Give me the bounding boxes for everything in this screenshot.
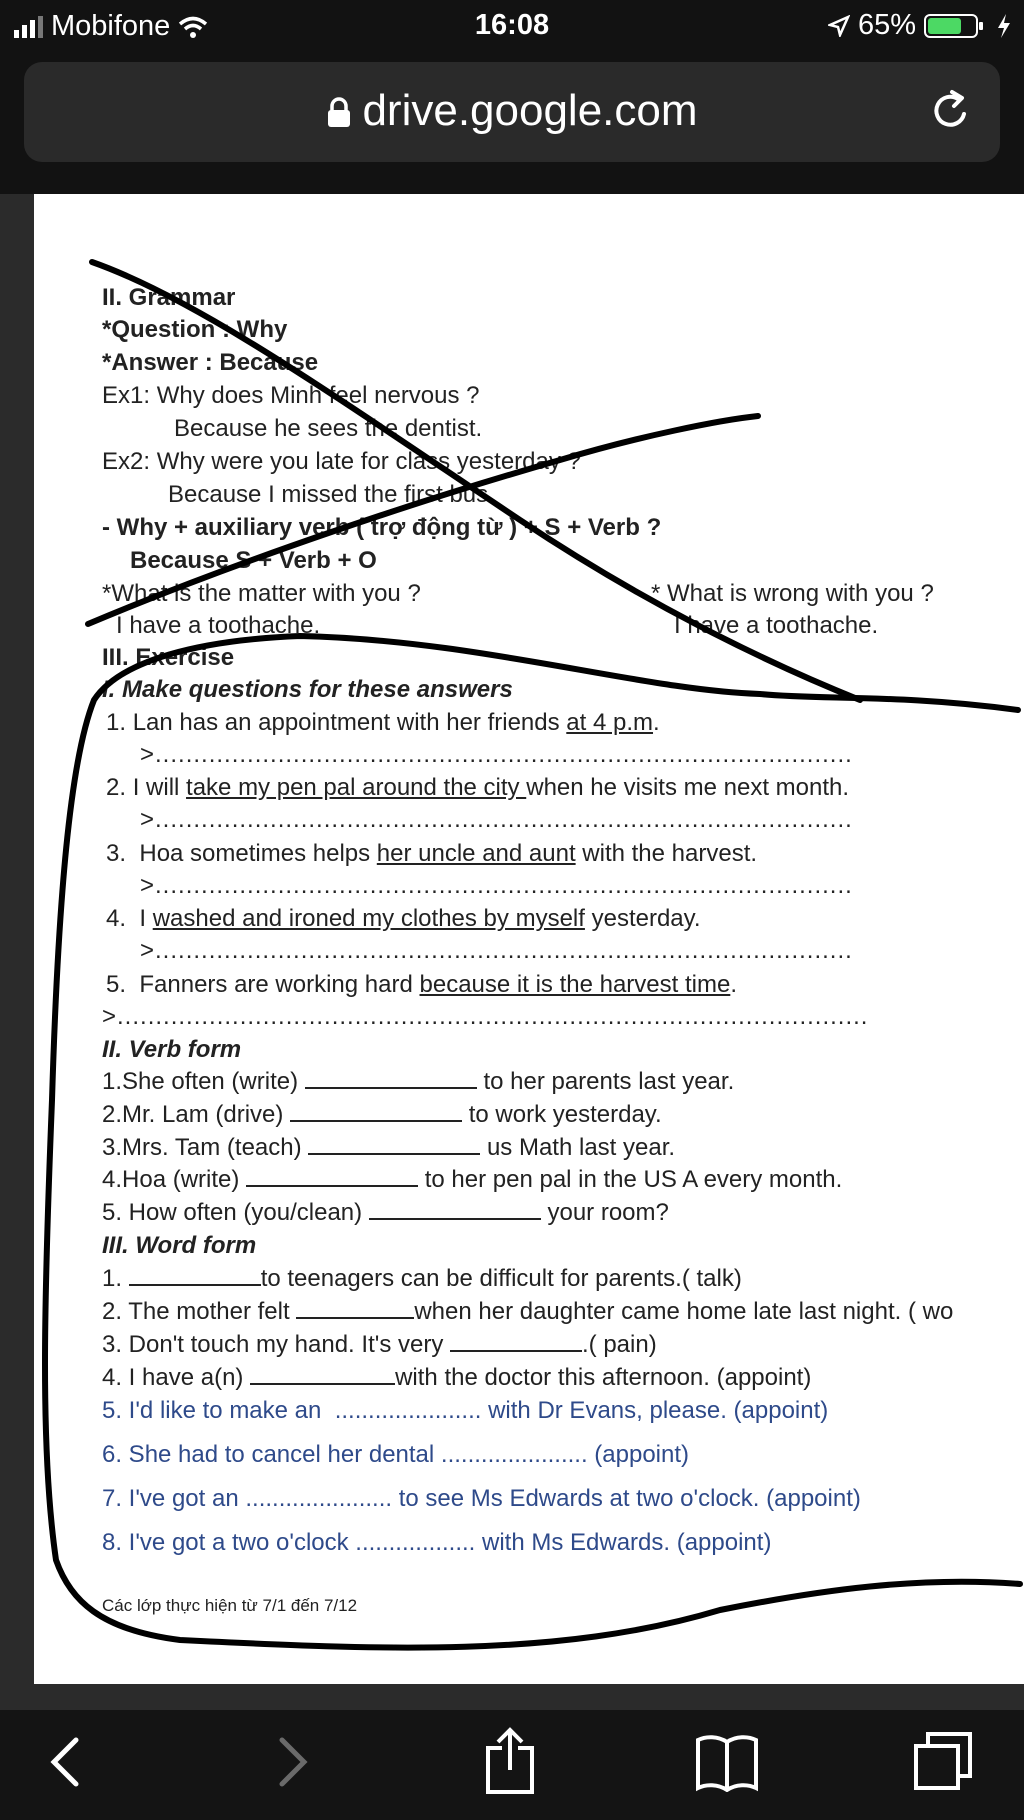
part1-heading: I. Make questions for these answers bbox=[102, 676, 513, 703]
word-item: 1. to teenagers can be difficult for parents.( talk) bbox=[102, 1265, 742, 1292]
exercise-heading: III. Exercise bbox=[102, 644, 235, 671]
part3-heading: III. Word form bbox=[102, 1232, 257, 1259]
example2-question: Ex2: Why were you late for class yesterday ? bbox=[102, 448, 581, 475]
grammar-heading: II. Grammar bbox=[102, 284, 236, 311]
part2-heading: II. Verb form bbox=[102, 1036, 242, 1063]
battery-icon bbox=[924, 13, 988, 39]
charging-bolt-icon bbox=[996, 13, 1012, 39]
list-item: 2. I will take my pen pal around the city when he visits me next month. bbox=[106, 774, 850, 801]
bookmarks-icon[interactable] bbox=[694, 1732, 760, 1792]
answer-line[interactable]: >.................................................................................................. bbox=[102, 1003, 869, 1030]
answer-line[interactable]: >........................................................................................... bbox=[140, 937, 853, 964]
back-icon[interactable] bbox=[46, 1732, 86, 1792]
word-item: 3. Don't touch my hand. It's very .( pain) bbox=[102, 1331, 657, 1358]
matter-question: *What is the matter with you ? bbox=[102, 580, 421, 607]
word-item: 2. The mother felt when her daughter came home late last night. ( wo bbox=[102, 1298, 954, 1325]
lock-icon bbox=[326, 97, 352, 129]
example2-answer: Because I missed the first bus. bbox=[168, 481, 495, 508]
tabs-icon[interactable] bbox=[912, 1728, 976, 1794]
footer-note: Các lớp thực hiện từ 7/1 đến 7/12 bbox=[102, 1596, 358, 1615]
formula-answer: Because S + Verb + O bbox=[130, 547, 377, 574]
wrong-answer: I have a toothache. bbox=[674, 612, 879, 639]
document-page bbox=[34, 194, 1024, 1684]
share-icon[interactable] bbox=[484, 1726, 536, 1796]
answer-line[interactable]: >........................................................................................... bbox=[140, 872, 853, 899]
battery-percent: 65% bbox=[857, 9, 916, 41]
location-icon bbox=[828, 15, 850, 37]
status-right bbox=[828, 9, 1012, 42]
forward-icon[interactable] bbox=[272, 1732, 312, 1792]
verb-item: 5. How often (you/clean) your room? bbox=[102, 1199, 669, 1226]
question-label: *Question : Why bbox=[102, 316, 288, 343]
list-item: 3. Hoa sometimes helps her uncle and aunt with the harvest. bbox=[106, 840, 758, 867]
word-item-blue: 5. I'd like to make an ...................... with Dr Evans, please. (appoint) bbox=[102, 1397, 829, 1424]
list-item: 1. Lan has an appointment with her friends at 4 p.m. bbox=[106, 709, 660, 736]
wrong-question: * What is wrong with you ? bbox=[651, 580, 934, 607]
verb-item: 1.She often (write) to her parents last year. bbox=[102, 1068, 735, 1095]
answer-label: *Answer : Because bbox=[102, 349, 319, 376]
formula-question: - Why + auxiliary verb ( trợ động từ ) + S + Verb ? bbox=[102, 514, 662, 541]
clock: 16:08 bbox=[474, 9, 550, 41]
answer-line[interactable]: >........................................................................................... bbox=[140, 806, 853, 833]
verb-item: 4.Hoa (write) to her pen pal in the US A every month. bbox=[102, 1166, 843, 1193]
browser-toolbar bbox=[0, 1710, 1024, 1820]
word-item-blue: 8. I've got a two o'clock .................. with Ms Edwards. (appoint) bbox=[102, 1529, 772, 1556]
reload-icon[interactable] bbox=[928, 88, 974, 134]
word-item-blue: 6. She had to cancel her dental ...................... (appoint) bbox=[102, 1441, 690, 1468]
example1-question: Ex1: Why does Minh feel nervous ? bbox=[102, 382, 480, 409]
carrier-name: Mobifone bbox=[51, 10, 171, 42]
verb-item: 3.Mrs. Tam (teach) us Math last year. bbox=[102, 1134, 676, 1161]
verb-item: 2.Mr. Lam (drive) to work yesterday. bbox=[102, 1101, 662, 1128]
word-item-blue: 7. I've got an ...................... to see Ms Edwards at two o'clock. (appoint) bbox=[102, 1485, 861, 1512]
list-item: 5. Fanners are working hard because it is the harvest time. bbox=[106, 971, 737, 998]
example1-answer: Because he sees the dentist. bbox=[174, 415, 483, 442]
matter-answer: I have a toothache. bbox=[116, 612, 321, 639]
list-item: 4. I washed and ironed my clothes by myself yesterday. bbox=[106, 905, 701, 932]
status-bar bbox=[0, 0, 1024, 52]
answer-line[interactable]: >........................................................................................... bbox=[140, 741, 853, 768]
word-item: 4. I have a(n) with the doctor this afternoon. (appoint) bbox=[102, 1364, 812, 1391]
url-text[interactable]: drive.google.com bbox=[362, 86, 698, 135]
address-bar[interactable] bbox=[24, 62, 1000, 162]
